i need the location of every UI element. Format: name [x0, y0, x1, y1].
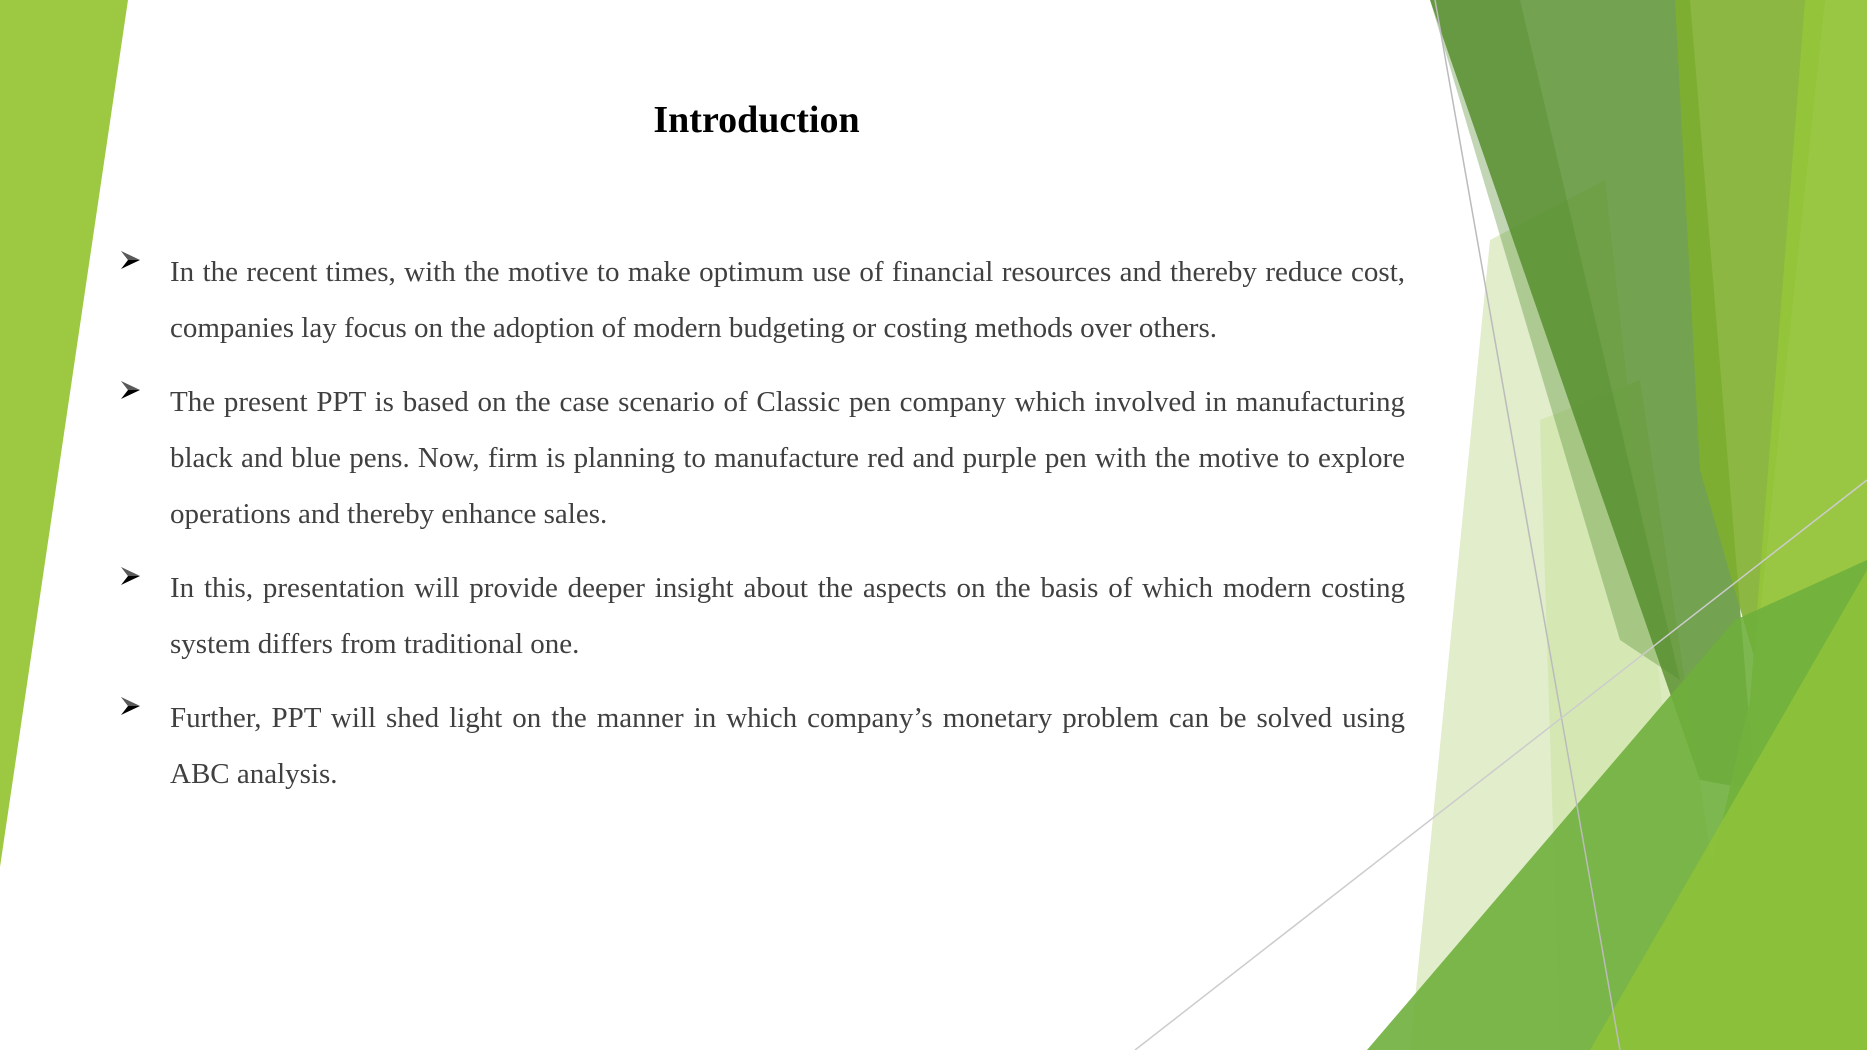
slide-title: Introduction — [653, 99, 860, 141]
arrowhead-bullet-icon — [119, 249, 141, 271]
arrowhead-bullet-icon — [119, 695, 141, 717]
bullet-item-1 — [115, 244, 1405, 356]
bullet-item-3 — [115, 560, 1405, 672]
bullet-item-2 — [115, 374, 1405, 542]
bullet-text: In the recent times, with the motive to make optimum use of financial resources and thereby reduce cost, companies lay focus on the adoption of modern budgeting or costing methods over others. — [170, 256, 1405, 344]
bullet-list — [115, 244, 1405, 820]
bullet-text: The present PPT is based on the case scenario of Classic pen company which involved in manufacturing black and blue pens. Now, firm is planning to manufacture red and purple pen with the motive to explore operations and thereby enhance sales. — [170, 386, 1405, 530]
bullet-item-4 — [115, 690, 1405, 802]
bullet-text: Further, PPT will shed light on the manner in which company’s monetary problem can be solved using ABC analysis. — [170, 702, 1405, 790]
bullet-text: In this, presentation will provide deeper insight about the aspects on the basis of which modern costing system differs from traditional one. — [170, 572, 1405, 660]
arrowhead-bullet-icon — [119, 565, 141, 587]
arrowhead-bullet-icon — [119, 379, 141, 401]
